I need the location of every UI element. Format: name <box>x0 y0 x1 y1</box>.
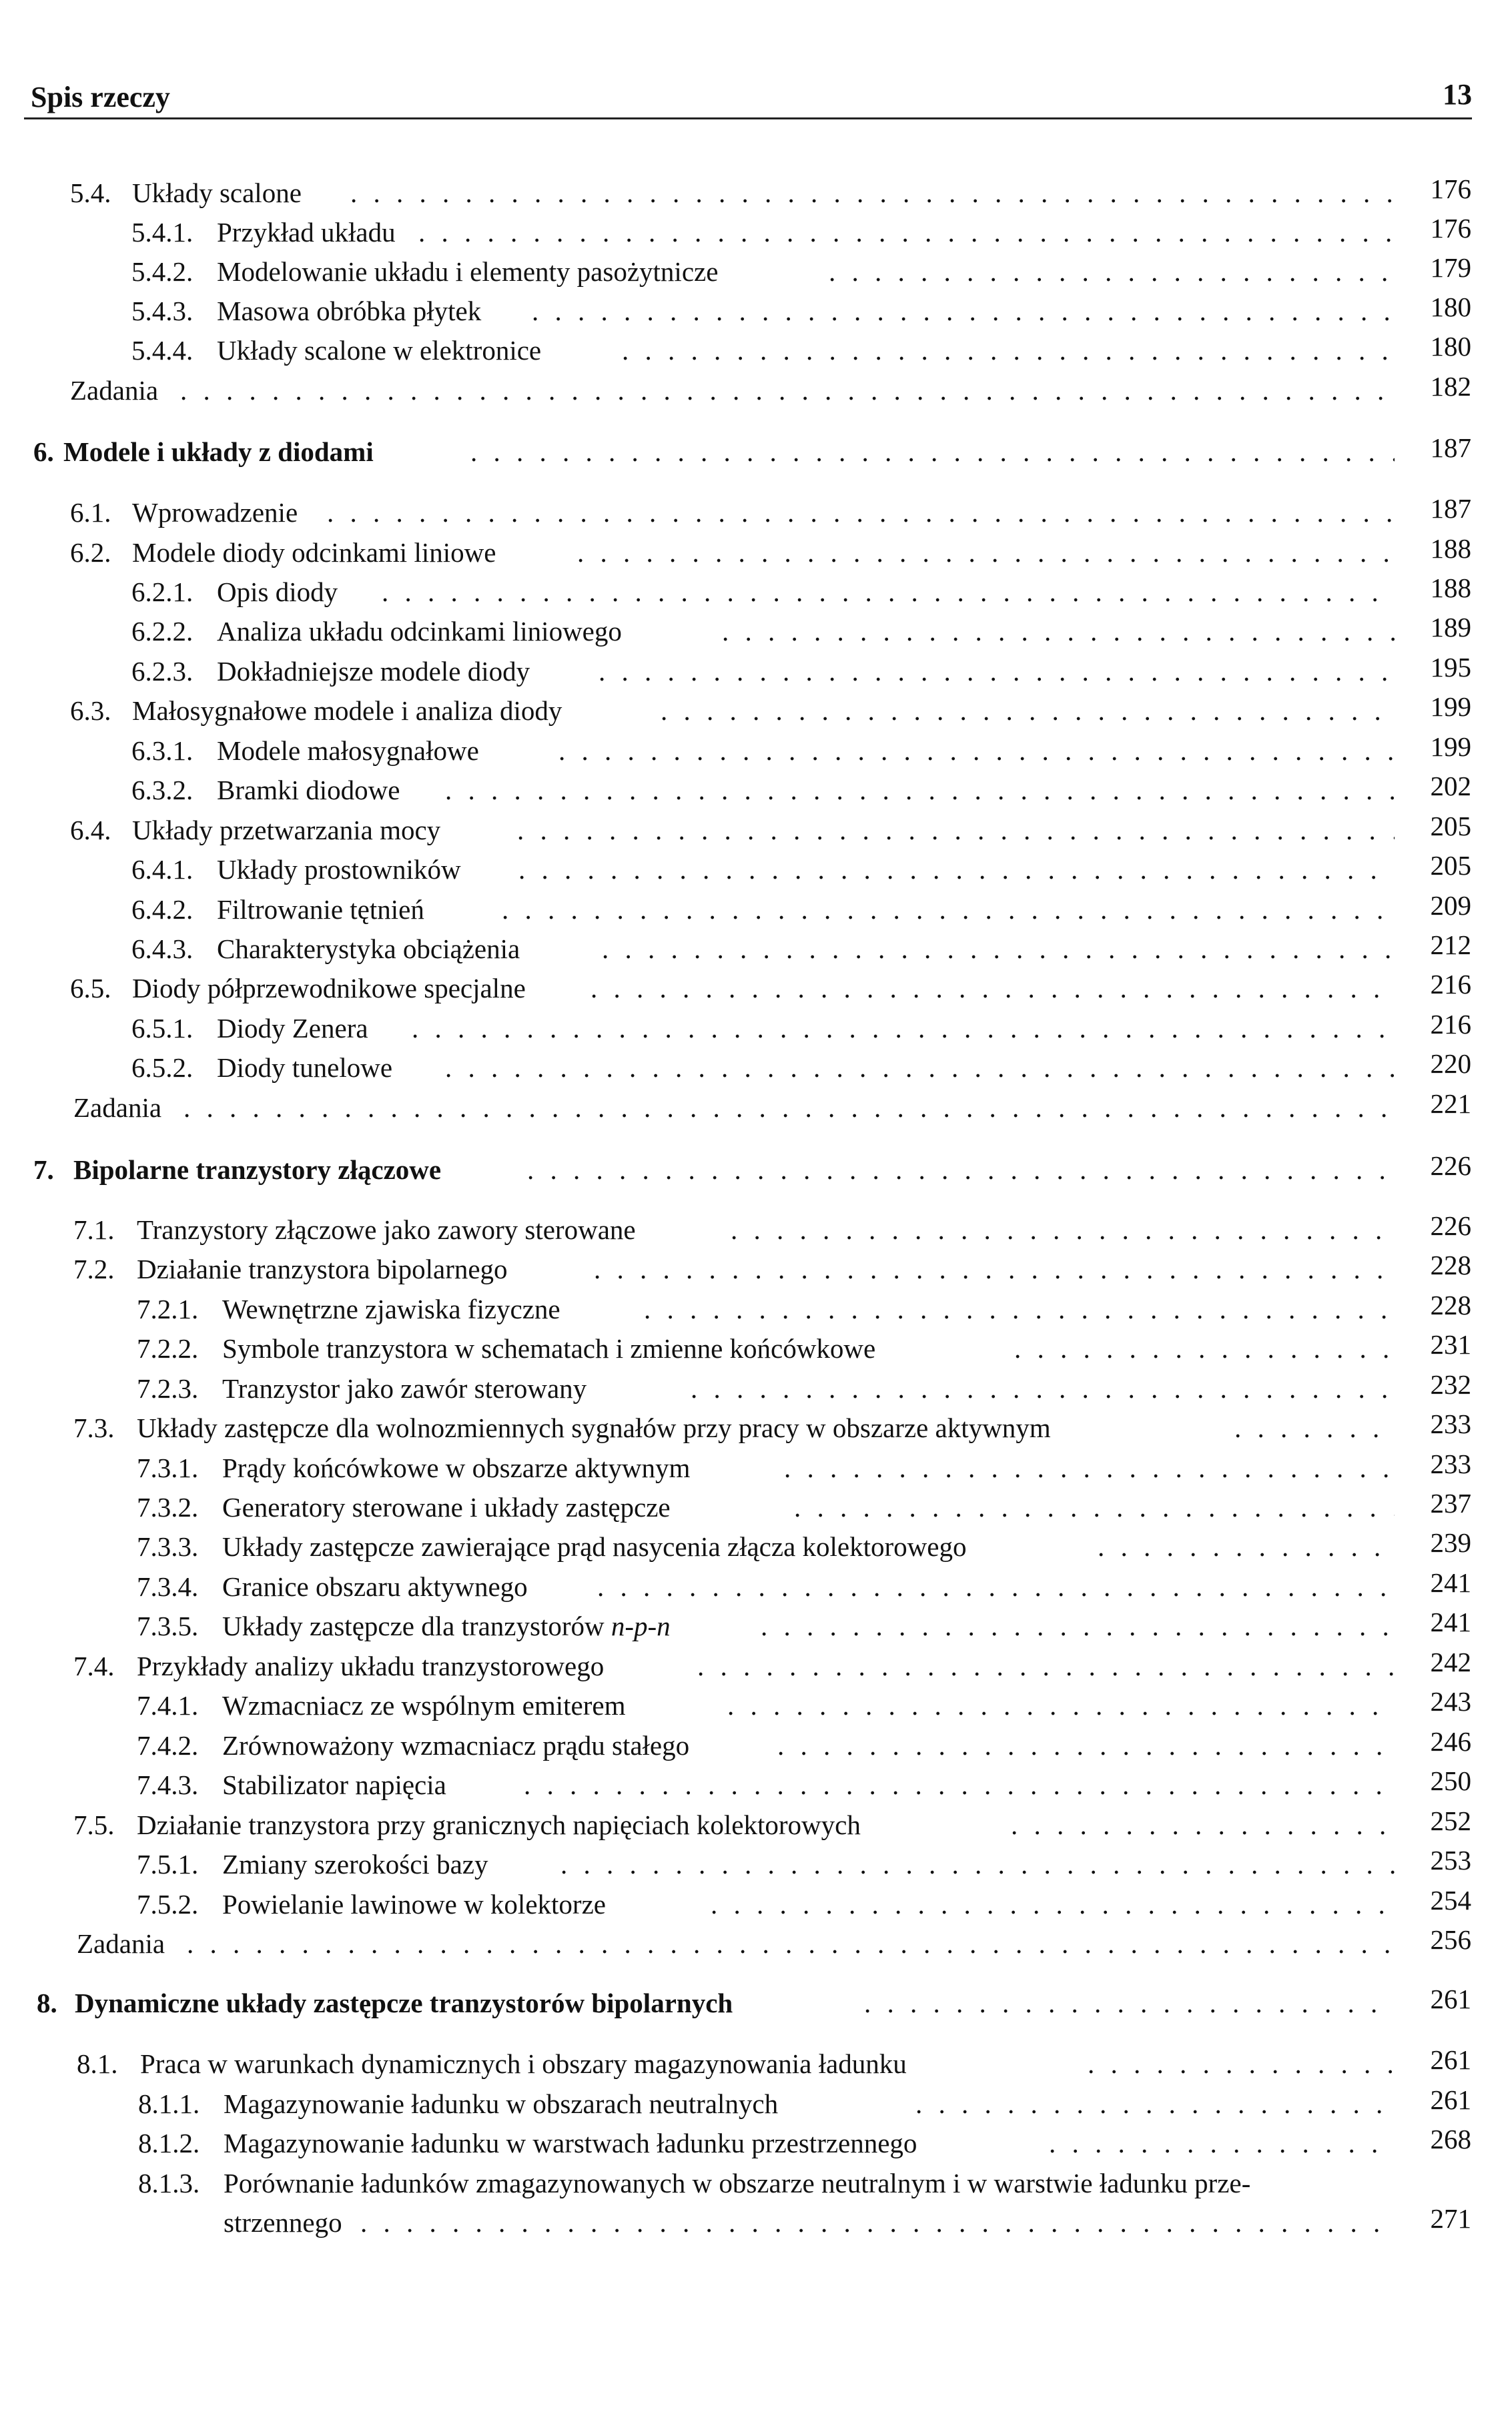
leader-dots <box>1234 1409 1395 1447</box>
entry-number: 8. <box>37 1988 57 2018</box>
leader-dots <box>727 1687 1395 1724</box>
entry-title: Tranzystor jako zawór sterowany <box>222 1373 587 1404</box>
entry-number: 6.4.1. <box>131 854 194 885</box>
leader-dots <box>187 1925 1395 1962</box>
entry-title: Zrównoważony wzmacniacz prądu stałego <box>222 1730 690 1761</box>
entry-page: 199 <box>1430 691 1471 722</box>
entry-number: 8.1.3. <box>138 2168 200 2198</box>
entry-number: 6.4. <box>70 815 111 845</box>
toc-entry <box>131 732 1471 769</box>
entry-number: 7.3.1. <box>137 1453 199 1483</box>
entry-page: 180 <box>1430 292 1471 322</box>
leader-dots <box>731 1211 1395 1248</box>
entry-page: 237 <box>1430 1488 1471 1519</box>
entry-title: Magazynowanie ładunku w warstwach ładunku przestrzennego <box>224 2128 917 2158</box>
toc-entry <box>131 930 1471 967</box>
leader-dots <box>327 494 1395 531</box>
entry-number: 7.3.2. <box>137 1492 199 1523</box>
toc-entry <box>131 214 1471 251</box>
toc-entry <box>70 372 1471 409</box>
toc-chapter <box>33 433 1471 470</box>
entry-page: 179 <box>1430 252 1471 283</box>
entry-title: Tranzystory złączowe jako zawory sterowane <box>137 1214 636 1245</box>
entry-title: Diody Zenera <box>217 1013 368 1044</box>
entry-title: Symbole tranzystora w schematach i zmienne końcówkowe <box>222 1333 876 1364</box>
entry-page: 254 <box>1430 1885 1471 1916</box>
entry-page: 261 <box>1430 1984 1471 2014</box>
toc-entry <box>137 1528 1471 1565</box>
leader-dots <box>183 1089 1395 1126</box>
toc-entry <box>70 534 1471 571</box>
toc-entry <box>70 811 1471 849</box>
entry-page: 189 <box>1430 612 1471 643</box>
entry-page: 212 <box>1430 929 1471 960</box>
page-number: 13 <box>1443 78 1472 111</box>
entry-page: 228 <box>1430 1250 1471 1280</box>
entry-title: Charakterystyka obciążenia <box>217 933 520 964</box>
entry-page: 271 <box>1430 2203 1471 2234</box>
leader-dots <box>697 1647 1395 1685</box>
entry-title-italic: n-p-n <box>611 1611 671 1641</box>
entry-title: Dynamiczne układy zastępcze tranzystorów bipolarnych <box>75 1988 733 2018</box>
entry-number: 6.5. <box>70 973 111 1003</box>
entry-page: 221 <box>1430 1088 1471 1119</box>
entry-title: Przykład układu <box>217 217 396 248</box>
entry-title: Diody tunelowe <box>217 1052 393 1083</box>
toc-entry <box>77 2045 1471 2082</box>
toc-entry <box>131 573 1471 611</box>
toc-entry <box>131 332 1471 369</box>
entry-page: 241 <box>1430 1567 1471 1598</box>
toc-entry <box>73 1647 1471 1685</box>
leader-dots <box>777 1727 1395 1764</box>
leader-dots <box>445 771 1395 809</box>
entry-title: Prądy końcówkowe w obszarze aktywnym <box>222 1453 691 1483</box>
entry-page: 195 <box>1430 652 1471 683</box>
toc-entry <box>137 1766 1471 1803</box>
entry-title: Modele i układy z diodami <box>63 436 374 467</box>
entry-page: 188 <box>1430 572 1471 603</box>
toc-entry <box>137 1290 1471 1328</box>
toc-entry <box>137 1687 1471 1724</box>
entry-title: Praca w warunkach dynamicznych i obszary magazynowania ładunku <box>140 2048 907 2079</box>
entry-page: 268 <box>1430 2124 1471 2154</box>
entry-page: 232 <box>1430 1369 1471 1400</box>
leader-dots <box>558 732 1395 769</box>
entry-title: Opis diody <box>217 576 338 607</box>
leader-dots <box>527 1151 1395 1188</box>
leader-dots <box>382 573 1395 611</box>
entry-title: Modele diody odcinkami liniowe <box>132 537 496 568</box>
entry-title: Działanie tranzystora bipolarnego <box>137 1254 508 1284</box>
entry-number: 8.1.2. <box>138 2128 200 2158</box>
entry-title: Dokładniejsze modele diody <box>217 656 530 687</box>
entry-number: 7.2.2. <box>137 1333 199 1364</box>
entry-number: 6. <box>33 436 54 467</box>
entry-title: Działanie tranzystora przy granicznych napięciach kolektorowych <box>137 1809 861 1840</box>
entry-page: 205 <box>1430 811 1471 841</box>
entry-number: 7.3.3. <box>137 1531 199 1562</box>
entry-title: Diody półprzewodnikowe specjalne <box>132 973 526 1003</box>
entry-number: 6.3.1. <box>131 735 194 766</box>
leader-dots <box>470 433 1395 470</box>
entry-title: Stabilizator napięcia <box>222 1769 446 1800</box>
leader-dots <box>524 1766 1395 1803</box>
entry-page: 256 <box>1430 1924 1471 1955</box>
entry-page: 176 <box>1430 213 1471 244</box>
entry-page: 239 <box>1430 1527 1471 1558</box>
leader-dots <box>1088 2045 1395 2082</box>
entry-title: Układy zastępcze dla tranzystorów <box>222 1611 605 1641</box>
running-title: Spis rzeczy <box>31 81 170 113</box>
entry-title-continuation: strzennego <box>224 2207 342 2238</box>
leader-dots <box>644 1290 1395 1328</box>
leader-dots <box>418 214 1395 251</box>
entry-number: 8.1.1. <box>138 2088 200 2119</box>
toc-entry <box>138 2085 1471 2122</box>
leader-dots <box>518 851 1395 888</box>
entry-page: 188 <box>1430 533 1471 564</box>
entry-page: 242 <box>1430 1647 1471 1677</box>
leader-dots <box>829 253 1395 290</box>
entry-number: 5.4.2. <box>131 256 194 287</box>
entry-number: 7.2. <box>73 1254 115 1284</box>
leader-dots <box>180 372 1395 409</box>
toc-entry <box>138 2124 1471 2162</box>
running-header <box>24 69 1472 119</box>
entry-number: 6.3.2. <box>131 775 194 805</box>
entry-number: 5.4.4. <box>131 335 194 366</box>
leader-dots <box>577 534 1395 571</box>
entry-number: 7.5.2. <box>137 1889 199 1920</box>
entry-number: 6.5.2. <box>131 1052 194 1083</box>
entry-title-group <box>222 1607 671 1645</box>
toc-entry <box>137 1370 1471 1407</box>
toc-entry <box>137 1846 1471 1883</box>
entry-title: Porównanie ładunków zmagazynowanych w obszarze neutralnym i w warstwie ładunku prze- <box>224 2168 1251 2198</box>
entry-title: Małosygnałowe modele i analiza diody <box>132 695 562 726</box>
entry-page: 187 <box>1430 432 1471 463</box>
toc-entry <box>131 771 1471 809</box>
entry-page: 231 <box>1430 1329 1471 1360</box>
entry-page: 187 <box>1430 493 1471 524</box>
entry-page: 241 <box>1430 1607 1471 1637</box>
entry-page: 180 <box>1430 331 1471 362</box>
leader-dots <box>560 1846 1395 1883</box>
toc-entry <box>131 851 1471 888</box>
entry-page: 205 <box>1430 850 1471 881</box>
entry-title: Wewnętrzne zjawiska fizyczne <box>222 1294 560 1324</box>
entry-number: 7.2.3. <box>137 1373 199 1404</box>
toc-entry <box>73 1806 1471 1844</box>
entry-number: 5.4. <box>70 177 111 208</box>
entry-title: Analiza układu odcinkami liniowego <box>217 616 622 647</box>
entry-number: 7. <box>33 1154 54 1185</box>
entry-number: 6.2.2. <box>131 616 194 647</box>
entry-number: 7.4.3. <box>137 1769 199 1800</box>
leader-dots <box>599 653 1395 690</box>
entry-page: 199 <box>1430 731 1471 762</box>
leader-dots <box>532 292 1395 330</box>
toc-entry <box>137 1568 1471 1605</box>
toc-entry <box>137 1886 1471 1923</box>
leader-dots <box>502 891 1395 928</box>
leader-dots <box>597 1568 1395 1605</box>
toc-entry <box>137 1727 1471 1764</box>
leader-dots <box>722 613 1395 650</box>
toc-entry <box>73 1211 1471 1248</box>
leader-dots <box>784 1449 1395 1487</box>
entry-number: 7.5.1. <box>137 1849 199 1880</box>
leader-dots <box>360 2204 1395 2241</box>
toc-entry <box>131 1049 1471 1086</box>
toc-entry-continuation <box>224 2204 1471 2241</box>
entry-title: Układy zastępcze zawierające prąd nasycenia złącza kolektorowego <box>222 1531 967 1562</box>
leader-dots <box>602 930 1395 967</box>
entry-page: 226 <box>1430 1150 1471 1181</box>
entry-title: Wzmacniacz ze wspólnym emiterem <box>222 1690 626 1721</box>
entry-title: Masowa obróbka płytek <box>217 296 482 326</box>
entry-number: 6.2.1. <box>131 576 194 607</box>
leader-dots <box>691 1370 1395 1407</box>
toc-entry <box>137 1489 1471 1526</box>
leader-dots <box>1049 2124 1395 2162</box>
entry-number: 7.5. <box>73 1809 115 1840</box>
toc-entry <box>131 891 1471 928</box>
entry-page: 216 <box>1430 969 1471 999</box>
toc-entry <box>137 1449 1471 1487</box>
toc-entry <box>77 1925 1471 1962</box>
toc-entry <box>73 1409 1471 1447</box>
entry-page: 261 <box>1430 2044 1471 2075</box>
leader-dots <box>794 1489 1395 1526</box>
entry-title: Modelowanie układu i elementy pasożytnicze <box>217 256 719 287</box>
entry-title: Układy scalone w elektronice <box>217 335 542 366</box>
entry-title: Bipolarne tranzystory złączowe <box>73 1154 442 1185</box>
entry-title: Układy prostowników <box>217 854 461 885</box>
entry-number: 7.3.5. <box>137 1611 199 1641</box>
leader-dots <box>591 969 1395 1007</box>
entry-number: 5.4.1. <box>131 217 194 248</box>
entry-page: 233 <box>1430 1408 1471 1439</box>
entry-title: Zmiany szerokości bazy <box>222 1849 488 1880</box>
entry-number: 6.4.3. <box>131 933 194 964</box>
entry-page: 220 <box>1430 1048 1471 1079</box>
entry-number: 6.3. <box>70 695 111 726</box>
entry-number: 8.1. <box>77 2048 118 2079</box>
entry-title: Zadania <box>73 1092 162 1123</box>
entry-number: 7.4.1. <box>137 1690 199 1721</box>
toc-entry <box>137 1607 1471 1645</box>
entry-page: 246 <box>1430 1726 1471 1757</box>
entry-title: Wprowadzenie <box>132 497 298 528</box>
leader-dots <box>594 1250 1395 1288</box>
entry-title: Generatory sterowane i układy zastępcze <box>222 1492 671 1523</box>
entry-number: 6.2. <box>70 537 111 568</box>
toc-entry <box>138 2164 1471 2202</box>
entry-title: Magazynowanie ładunku w obszarach neutralnych <box>224 2088 779 2119</box>
leader-dots <box>661 692 1395 729</box>
toc-entry <box>70 174 1471 212</box>
entry-page: 226 <box>1430 1210 1471 1241</box>
entry-number: 7.4.2. <box>137 1730 199 1761</box>
toc-chapter <box>37 1984 1471 2022</box>
entry-title: Bramki diodowe <box>217 775 400 805</box>
entry-number: 7.2.1. <box>137 1294 199 1324</box>
entry-title: Modele małosygnałowe <box>217 735 479 766</box>
toc-chapter <box>33 1151 1471 1188</box>
leader-dots <box>1014 1330 1395 1367</box>
entry-number: 7.1. <box>73 1214 115 1245</box>
leader-dots <box>517 811 1395 849</box>
entry-title: Granice obszaru aktywnego <box>222 1571 528 1602</box>
leader-dots <box>1098 1528 1395 1565</box>
entry-number: 7.3.4. <box>137 1571 199 1602</box>
entry-page: 243 <box>1430 1686 1471 1717</box>
entry-page: 253 <box>1430 1845 1471 1876</box>
entry-page: 252 <box>1430 1805 1471 1836</box>
leader-dots <box>622 332 1395 369</box>
toc-entry <box>70 969 1471 1007</box>
toc-entry <box>131 1009 1471 1047</box>
entry-number: 6.4.2. <box>131 894 194 925</box>
entry-title: Filtrowanie tętnień <box>217 894 424 925</box>
leader-dots <box>711 1886 1395 1923</box>
entry-title: Zadania <box>77 1928 165 1959</box>
entry-page: 216 <box>1430 1009 1471 1040</box>
entry-page: 209 <box>1430 890 1471 921</box>
leader-dots <box>412 1009 1395 1047</box>
entry-title: Układy scalone <box>132 177 302 208</box>
entry-page: 176 <box>1430 173 1471 204</box>
entry-title: Zadania <box>70 375 159 406</box>
leader-dots <box>915 2085 1395 2122</box>
toc-entry <box>131 292 1471 330</box>
entry-title: Układy zastępcze dla wolnozmiennych sygnałów przy pracy w obszarze aktywnym <box>137 1412 1051 1443</box>
leader-dots <box>864 1984 1395 2022</box>
toc-entry <box>73 1089 1471 1126</box>
entry-number: 5.4.3. <box>131 296 194 326</box>
leader-dots <box>350 174 1395 212</box>
entry-title: Układy przetwarzania mocy <box>132 815 441 845</box>
toc-entry <box>131 653 1471 690</box>
toc-entry <box>137 1330 1471 1367</box>
entry-number: 7.4. <box>73 1651 115 1681</box>
entry-number: 6.2.3. <box>131 656 194 687</box>
toc-entry <box>131 253 1471 290</box>
entry-number: 7.3. <box>73 1412 115 1443</box>
toc-entry <box>131 613 1471 650</box>
toc-entry <box>70 692 1471 729</box>
entry-page: 250 <box>1430 1765 1471 1796</box>
entry-number: 6.1. <box>70 497 111 528</box>
entry-page: 182 <box>1430 371 1471 402</box>
entry-page: 202 <box>1430 771 1471 801</box>
leader-dots <box>761 1607 1395 1645</box>
leader-dots <box>1011 1806 1395 1844</box>
entry-number: 6.5.1. <box>131 1013 194 1044</box>
entry-page: 228 <box>1430 1290 1471 1320</box>
toc-entry <box>70 494 1471 531</box>
entry-page: 261 <box>1430 2084 1471 2115</box>
toc-entry <box>73 1250 1471 1288</box>
entry-page: 233 <box>1430 1449 1471 1479</box>
entry-title: Przykłady analizy układu tranzystorowego <box>137 1651 605 1681</box>
leader-dots <box>445 1049 1395 1086</box>
entry-title: Powielanie lawinowe w kolektorze <box>222 1889 606 1920</box>
